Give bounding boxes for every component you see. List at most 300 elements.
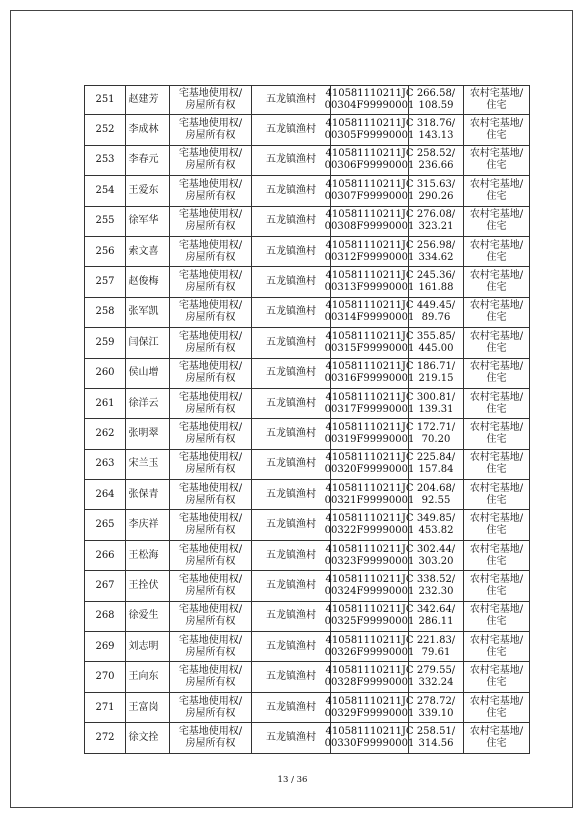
cell-gap xyxy=(161,207,169,237)
owner-name-cell xyxy=(125,359,161,389)
area-cell xyxy=(408,480,463,510)
unit-code: 410581110211JC 00328F99990001 xyxy=(324,665,415,689)
row-number-cell xyxy=(84,237,125,267)
area: 172.71/ 70.20 xyxy=(416,421,456,445)
location-cell xyxy=(251,237,330,267)
unit-code: 410581110211JC 00306F99990001 xyxy=(324,148,415,172)
location: 五龙镇渔村 xyxy=(266,124,316,136)
unit-code-cell xyxy=(324,115,415,145)
property-table xyxy=(84,85,530,754)
owner-name: 徐爱生 xyxy=(128,610,159,622)
row-number-cell xyxy=(84,85,125,115)
cell-gap xyxy=(161,510,169,540)
land-use: 农村宅基地/ 住宅 xyxy=(469,604,524,628)
land-use-cell xyxy=(463,207,530,237)
owner-name: 王富岗 xyxy=(128,701,159,713)
land-use: 农村宅基地/ 住宅 xyxy=(469,573,524,597)
table-row xyxy=(84,480,530,510)
table-row xyxy=(84,146,530,176)
right-type-cell xyxy=(169,237,251,267)
unit-code: 410581110211JC 00313F99990001 xyxy=(324,270,415,294)
table-row xyxy=(84,176,530,206)
table-row xyxy=(84,389,530,419)
cell-gap xyxy=(161,693,169,723)
owner-name-cell xyxy=(125,723,161,753)
row-number-cell xyxy=(84,541,125,571)
land-use-cell xyxy=(463,662,530,692)
table-row xyxy=(84,85,530,115)
row-number: 271 xyxy=(95,701,115,713)
row-number-cell xyxy=(84,115,125,145)
location: 五龙镇渔村 xyxy=(266,671,316,683)
location: 五龙镇渔村 xyxy=(266,184,316,196)
right-type: 宅基地使用权/ 房屋所有权 xyxy=(178,482,243,506)
location: 五龙镇渔村 xyxy=(266,154,316,166)
table-row xyxy=(84,662,530,692)
row-number-cell xyxy=(84,176,125,206)
row-number: 265 xyxy=(95,519,115,531)
location-cell xyxy=(251,328,330,358)
unit-code-cell xyxy=(324,328,415,358)
right-type-cell xyxy=(169,510,251,540)
table-row xyxy=(84,693,530,723)
location: 五龙镇渔村 xyxy=(266,640,316,652)
unit-code: 410581110211JC 00314F99990001 xyxy=(324,300,415,324)
location-cell xyxy=(251,115,330,145)
area-cell xyxy=(408,389,463,419)
owner-name: 索文喜 xyxy=(128,245,159,257)
owner-name: 赵俊梅 xyxy=(128,276,159,288)
location: 五龙镇渔村 xyxy=(266,458,316,470)
land-use: 农村宅基地/ 住宅 xyxy=(469,330,524,354)
row-number-cell xyxy=(84,298,125,328)
cell-gap xyxy=(161,176,169,206)
owner-name-cell xyxy=(125,298,161,328)
cell-gap xyxy=(161,115,169,145)
area-cell xyxy=(408,237,463,267)
area: 221.83/ 79.61 xyxy=(416,634,456,658)
right-type: 宅基地使用权/ 房屋所有权 xyxy=(178,725,243,749)
row-number-cell xyxy=(84,602,125,632)
unit-code: 410581110211JC 00322F99990001 xyxy=(324,513,415,537)
cell-gap xyxy=(161,662,169,692)
cell-gap xyxy=(161,267,169,297)
land-use: 农村宅基地/ 住宅 xyxy=(469,421,524,445)
right-type: 宅基地使用权/ 房屋所有权 xyxy=(178,604,243,628)
unit-code-cell xyxy=(324,480,415,510)
right-type: 宅基地使用权/ 房屋所有权 xyxy=(178,421,243,445)
area-cell xyxy=(408,693,463,723)
unit-code-cell xyxy=(324,693,415,723)
land-use-cell xyxy=(463,146,530,176)
location: 五龙镇渔村 xyxy=(266,701,316,713)
table-row xyxy=(84,328,530,358)
right-type: 宅基地使用权/ 房屋所有权 xyxy=(178,695,243,719)
right-type: 宅基地使用权/ 房屋所有权 xyxy=(178,391,243,415)
row-number: 260 xyxy=(95,367,115,379)
row-number-cell xyxy=(84,632,125,662)
unit-code: 410581110211JC 00324F99990001 xyxy=(324,573,415,597)
row-number: 256 xyxy=(95,245,115,257)
table-row xyxy=(84,115,530,145)
right-type-cell xyxy=(169,359,251,389)
location: 五龙镇渔村 xyxy=(266,367,316,379)
cell-gap xyxy=(161,419,169,449)
right-type: 宅基地使用权/ 房屋所有权 xyxy=(178,665,243,689)
land-use-cell xyxy=(463,389,530,419)
area-cell xyxy=(408,176,463,206)
cell-gap xyxy=(161,298,169,328)
location-cell xyxy=(251,480,330,510)
area-cell xyxy=(408,359,463,389)
land-use: 农村宅基地/ 住宅 xyxy=(469,513,524,537)
land-use: 农村宅基地/ 住宅 xyxy=(469,178,524,202)
location-cell xyxy=(251,267,330,297)
area-cell xyxy=(408,207,463,237)
unit-code: 410581110211JC 00321F99990001 xyxy=(324,482,415,506)
owner-name-cell xyxy=(125,571,161,601)
right-type: 宅基地使用权/ 房屋所有权 xyxy=(178,178,243,202)
location: 五龙镇渔村 xyxy=(266,397,316,409)
table-row xyxy=(84,207,530,237)
owner-name: 李庆祥 xyxy=(128,519,159,531)
land-use: 农村宅基地/ 住宅 xyxy=(469,725,524,749)
area: 186.71/ 219.15 xyxy=(416,361,456,385)
owner-name: 李春元 xyxy=(128,154,159,166)
unit-code-cell xyxy=(324,85,415,115)
land-use: 农村宅基地/ 住宅 xyxy=(469,543,524,567)
location-cell xyxy=(251,207,330,237)
row-number: 272 xyxy=(95,731,115,743)
unit-code: 410581110211JC 00305F99990001 xyxy=(324,118,415,142)
location: 五龙镇渔村 xyxy=(266,731,316,743)
unit-code: 410581110211JC 00317F99990001 xyxy=(324,391,415,415)
location-cell xyxy=(251,723,330,753)
row-number: 263 xyxy=(95,458,115,470)
land-use-cell xyxy=(463,541,530,571)
right-type-cell xyxy=(169,693,251,723)
unit-code: 410581110211JC 00308F99990001 xyxy=(324,209,415,233)
right-type: 宅基地使用权/ 房屋所有权 xyxy=(178,573,243,597)
cell-gap xyxy=(161,237,169,267)
cell-gap xyxy=(161,85,169,115)
cell-gap xyxy=(161,723,169,753)
unit-code-cell xyxy=(324,237,415,267)
land-use-cell xyxy=(463,602,530,632)
unit-code-cell xyxy=(324,602,415,632)
unit-code: 410581110211JC 00315F99990001 xyxy=(324,330,415,354)
area: 342.64/ 286.11 xyxy=(416,604,456,628)
row-number: 253 xyxy=(95,154,115,166)
owner-name: 闫保江 xyxy=(128,336,159,348)
unit-code-cell xyxy=(324,207,415,237)
row-number: 270 xyxy=(95,671,115,683)
unit-code: 410581110211JC 00320F99990001 xyxy=(324,452,415,476)
right-type-cell xyxy=(169,267,251,297)
owner-name: 王爱东 xyxy=(128,184,159,196)
owner-name-cell xyxy=(125,328,161,358)
location-cell xyxy=(251,359,330,389)
area: 278.72/ 339.10 xyxy=(416,695,456,719)
area: 349.85/ 453.82 xyxy=(416,513,456,537)
area: 338.52/ 232.30 xyxy=(416,573,456,597)
owner-name-cell xyxy=(125,480,161,510)
area: 258.52/ 236.66 xyxy=(416,148,456,172)
row-number-cell xyxy=(84,693,125,723)
location: 五龙镇渔村 xyxy=(266,306,316,318)
table-row xyxy=(84,632,530,662)
table-row xyxy=(84,450,530,480)
right-type: 宅基地使用权/ 房屋所有权 xyxy=(178,513,243,537)
unit-code-cell xyxy=(324,267,415,297)
owner-name-cell xyxy=(125,146,161,176)
owner-name: 赵建芳 xyxy=(128,94,159,106)
land-use-cell xyxy=(463,632,530,662)
row-number-cell xyxy=(84,480,125,510)
row-number: 268 xyxy=(95,610,115,622)
owner-name-cell xyxy=(125,510,161,540)
area: 302.44/ 303.20 xyxy=(416,543,456,567)
owner-name-cell xyxy=(125,541,161,571)
row-number-cell xyxy=(84,450,125,480)
location: 五龙镇渔村 xyxy=(266,276,316,288)
right-type-cell xyxy=(169,662,251,692)
right-type: 宅基地使用权/ 房屋所有权 xyxy=(178,209,243,233)
owner-name: 侯山增 xyxy=(128,367,159,379)
location-cell xyxy=(251,146,330,176)
land-use-cell xyxy=(463,328,530,358)
location-cell xyxy=(251,632,330,662)
unit-code-cell xyxy=(324,632,415,662)
area: 300.81/ 139.31 xyxy=(416,391,456,415)
land-use: 农村宅基地/ 住宅 xyxy=(469,482,524,506)
land-use-cell xyxy=(463,298,530,328)
area-cell xyxy=(408,115,463,145)
owner-name-cell xyxy=(125,693,161,723)
location: 五龙镇渔村 xyxy=(266,427,316,439)
row-number-cell xyxy=(84,571,125,601)
area: 258.51/ 314.56 xyxy=(416,725,456,749)
table-row xyxy=(84,602,530,632)
owner-name: 王松海 xyxy=(128,549,159,561)
area: 318.76/ 143.13 xyxy=(416,118,456,142)
unit-code: 410581110211JC 00329F99990001 xyxy=(324,695,415,719)
row-number: 264 xyxy=(95,488,115,500)
unit-code-cell xyxy=(324,389,415,419)
right-type-cell xyxy=(169,328,251,358)
location-cell xyxy=(251,389,330,419)
right-type-cell xyxy=(169,419,251,449)
right-type: 宅基地使用权/ 房屋所有权 xyxy=(178,239,243,263)
row-number: 251 xyxy=(95,94,115,106)
right-type-cell xyxy=(169,115,251,145)
location-cell xyxy=(251,176,330,206)
location-cell xyxy=(251,541,330,571)
land-use: 农村宅基地/ 住宅 xyxy=(469,391,524,415)
right-type-cell xyxy=(169,207,251,237)
table-row xyxy=(84,419,530,449)
unit-code: 410581110211JC 00312F99990001 xyxy=(324,239,415,263)
table-row xyxy=(84,723,530,753)
unit-code-cell xyxy=(324,541,415,571)
unit-code-cell xyxy=(324,662,415,692)
land-use: 农村宅基地/ 住宅 xyxy=(469,695,524,719)
area: 315.63/ 290.26 xyxy=(416,178,456,202)
table-row xyxy=(84,541,530,571)
area: 355.85/ 445.00 xyxy=(416,330,456,354)
unit-code-cell xyxy=(324,571,415,601)
location: 五龙镇渔村 xyxy=(266,549,316,561)
land-use-cell xyxy=(463,267,530,297)
unit-code-cell xyxy=(324,419,415,449)
row-number: 252 xyxy=(95,124,115,136)
table-row xyxy=(84,359,530,389)
owner-name: 宋兰玉 xyxy=(128,458,159,470)
row-number: 266 xyxy=(95,549,115,561)
land-use: 农村宅基地/ 住宅 xyxy=(469,118,524,142)
right-type-cell xyxy=(169,571,251,601)
owner-name-cell xyxy=(125,602,161,632)
owner-name-cell xyxy=(125,237,161,267)
area-cell xyxy=(408,419,463,449)
land-use-cell xyxy=(463,571,530,601)
land-use: 农村宅基地/ 住宅 xyxy=(469,270,524,294)
location-cell xyxy=(251,510,330,540)
right-type-cell xyxy=(169,480,251,510)
owner-name: 徐文拴 xyxy=(128,731,159,743)
row-number: 257 xyxy=(95,276,115,288)
area-cell xyxy=(408,298,463,328)
land-use: 农村宅基地/ 住宅 xyxy=(469,239,524,263)
area-cell xyxy=(408,541,463,571)
land-use-cell xyxy=(463,359,530,389)
row-number-cell xyxy=(84,146,125,176)
unit-code-cell xyxy=(324,450,415,480)
table-row xyxy=(84,237,530,267)
land-use-cell xyxy=(463,115,530,145)
location: 五龙镇渔村 xyxy=(266,245,316,257)
unit-code-cell xyxy=(324,146,415,176)
location-cell xyxy=(251,571,330,601)
unit-code-cell xyxy=(324,510,415,540)
unit-code: 410581110211JC 00326F99990001 xyxy=(324,634,415,658)
cell-gap xyxy=(161,480,169,510)
owner-name-cell xyxy=(125,207,161,237)
row-number-cell xyxy=(84,510,125,540)
right-type: 宅基地使用权/ 房屋所有权 xyxy=(178,270,243,294)
row-number: 258 xyxy=(95,306,115,318)
land-use-cell xyxy=(463,723,530,753)
area: 279.55/ 332.24 xyxy=(416,665,456,689)
cell-gap xyxy=(161,328,169,358)
area: 245.36/ 161.88 xyxy=(416,270,456,294)
row-number: 267 xyxy=(95,579,115,591)
row-number-cell xyxy=(84,723,125,753)
land-use: 农村宅基地/ 住宅 xyxy=(469,148,524,172)
area: 266.58/ 108.59 xyxy=(416,88,456,112)
location-cell xyxy=(251,662,330,692)
unit-code: 410581110211JC 00323F99990001 xyxy=(324,543,415,567)
area-cell xyxy=(408,571,463,601)
area-cell xyxy=(408,602,463,632)
row-number: 269 xyxy=(95,640,115,652)
unit-code: 410581110211JC 00316F99990001 xyxy=(324,361,415,385)
owner-name-cell xyxy=(125,85,161,115)
land-use-cell xyxy=(463,419,530,449)
owner-name: 李成林 xyxy=(128,124,159,136)
location-cell xyxy=(251,419,330,449)
location: 五龙镇渔村 xyxy=(266,579,316,591)
owner-name-cell xyxy=(125,662,161,692)
right-type-cell xyxy=(169,602,251,632)
land-use-cell xyxy=(463,176,530,206)
area: 204.68/ 92.55 xyxy=(416,482,456,506)
area-cell xyxy=(408,632,463,662)
right-type-cell xyxy=(169,450,251,480)
unit-code-cell xyxy=(324,176,415,206)
right-type: 宅基地使用权/ 房屋所有权 xyxy=(178,88,243,112)
row-number: 262 xyxy=(95,427,115,439)
location: 五龙镇渔村 xyxy=(266,488,316,500)
row-number-cell xyxy=(84,359,125,389)
unit-code: 410581110211JC 00304F99990001 xyxy=(324,88,415,112)
land-use: 农村宅基地/ 住宅 xyxy=(469,634,524,658)
right-type-cell xyxy=(169,298,251,328)
unit-code: 410581110211JC 00330F99990001 xyxy=(324,725,415,749)
area-cell xyxy=(408,328,463,358)
location-cell xyxy=(251,85,330,115)
table-row xyxy=(84,267,530,297)
owner-name: 王向东 xyxy=(128,671,159,683)
owner-name: 徐军华 xyxy=(128,215,159,227)
owner-name-cell xyxy=(125,450,161,480)
row-number: 255 xyxy=(95,215,115,227)
right-type: 宅基地使用权/ 房屋所有权 xyxy=(178,300,243,324)
land-use: 农村宅基地/ 住宅 xyxy=(469,209,524,233)
unit-code-cell xyxy=(324,298,415,328)
area-cell xyxy=(408,510,463,540)
location-cell xyxy=(251,693,330,723)
location: 五龙镇渔村 xyxy=(266,215,316,227)
owner-name-cell xyxy=(125,115,161,145)
cell-gap xyxy=(161,571,169,601)
unit-code: 410581110211JC 00325F99990001 xyxy=(324,604,415,628)
owner-name: 张保青 xyxy=(128,488,159,500)
location: 五龙镇渔村 xyxy=(266,336,316,348)
owner-name-cell xyxy=(125,419,161,449)
area: 256.98/ 334.62 xyxy=(416,239,456,263)
land-use-cell xyxy=(463,480,530,510)
right-type-cell xyxy=(169,541,251,571)
row-number: 261 xyxy=(95,397,115,409)
right-type-cell xyxy=(169,632,251,662)
right-type: 宅基地使用权/ 房屋所有权 xyxy=(178,148,243,172)
right-type: 宅基地使用权/ 房屋所有权 xyxy=(178,452,243,476)
location-cell xyxy=(251,450,330,480)
table-row xyxy=(84,510,530,540)
cell-gap xyxy=(161,359,169,389)
row-number-cell xyxy=(84,389,125,419)
land-use-cell xyxy=(463,85,530,115)
right-type: 宅基地使用权/ 房屋所有权 xyxy=(178,634,243,658)
area: 449.45/ 89.76 xyxy=(416,300,456,324)
area-cell xyxy=(408,146,463,176)
right-type-cell xyxy=(169,85,251,115)
land-use-cell xyxy=(463,693,530,723)
owner-name: 张明翠 xyxy=(128,427,159,439)
right-type: 宅基地使用权/ 房屋所有权 xyxy=(178,330,243,354)
cell-gap xyxy=(161,450,169,480)
